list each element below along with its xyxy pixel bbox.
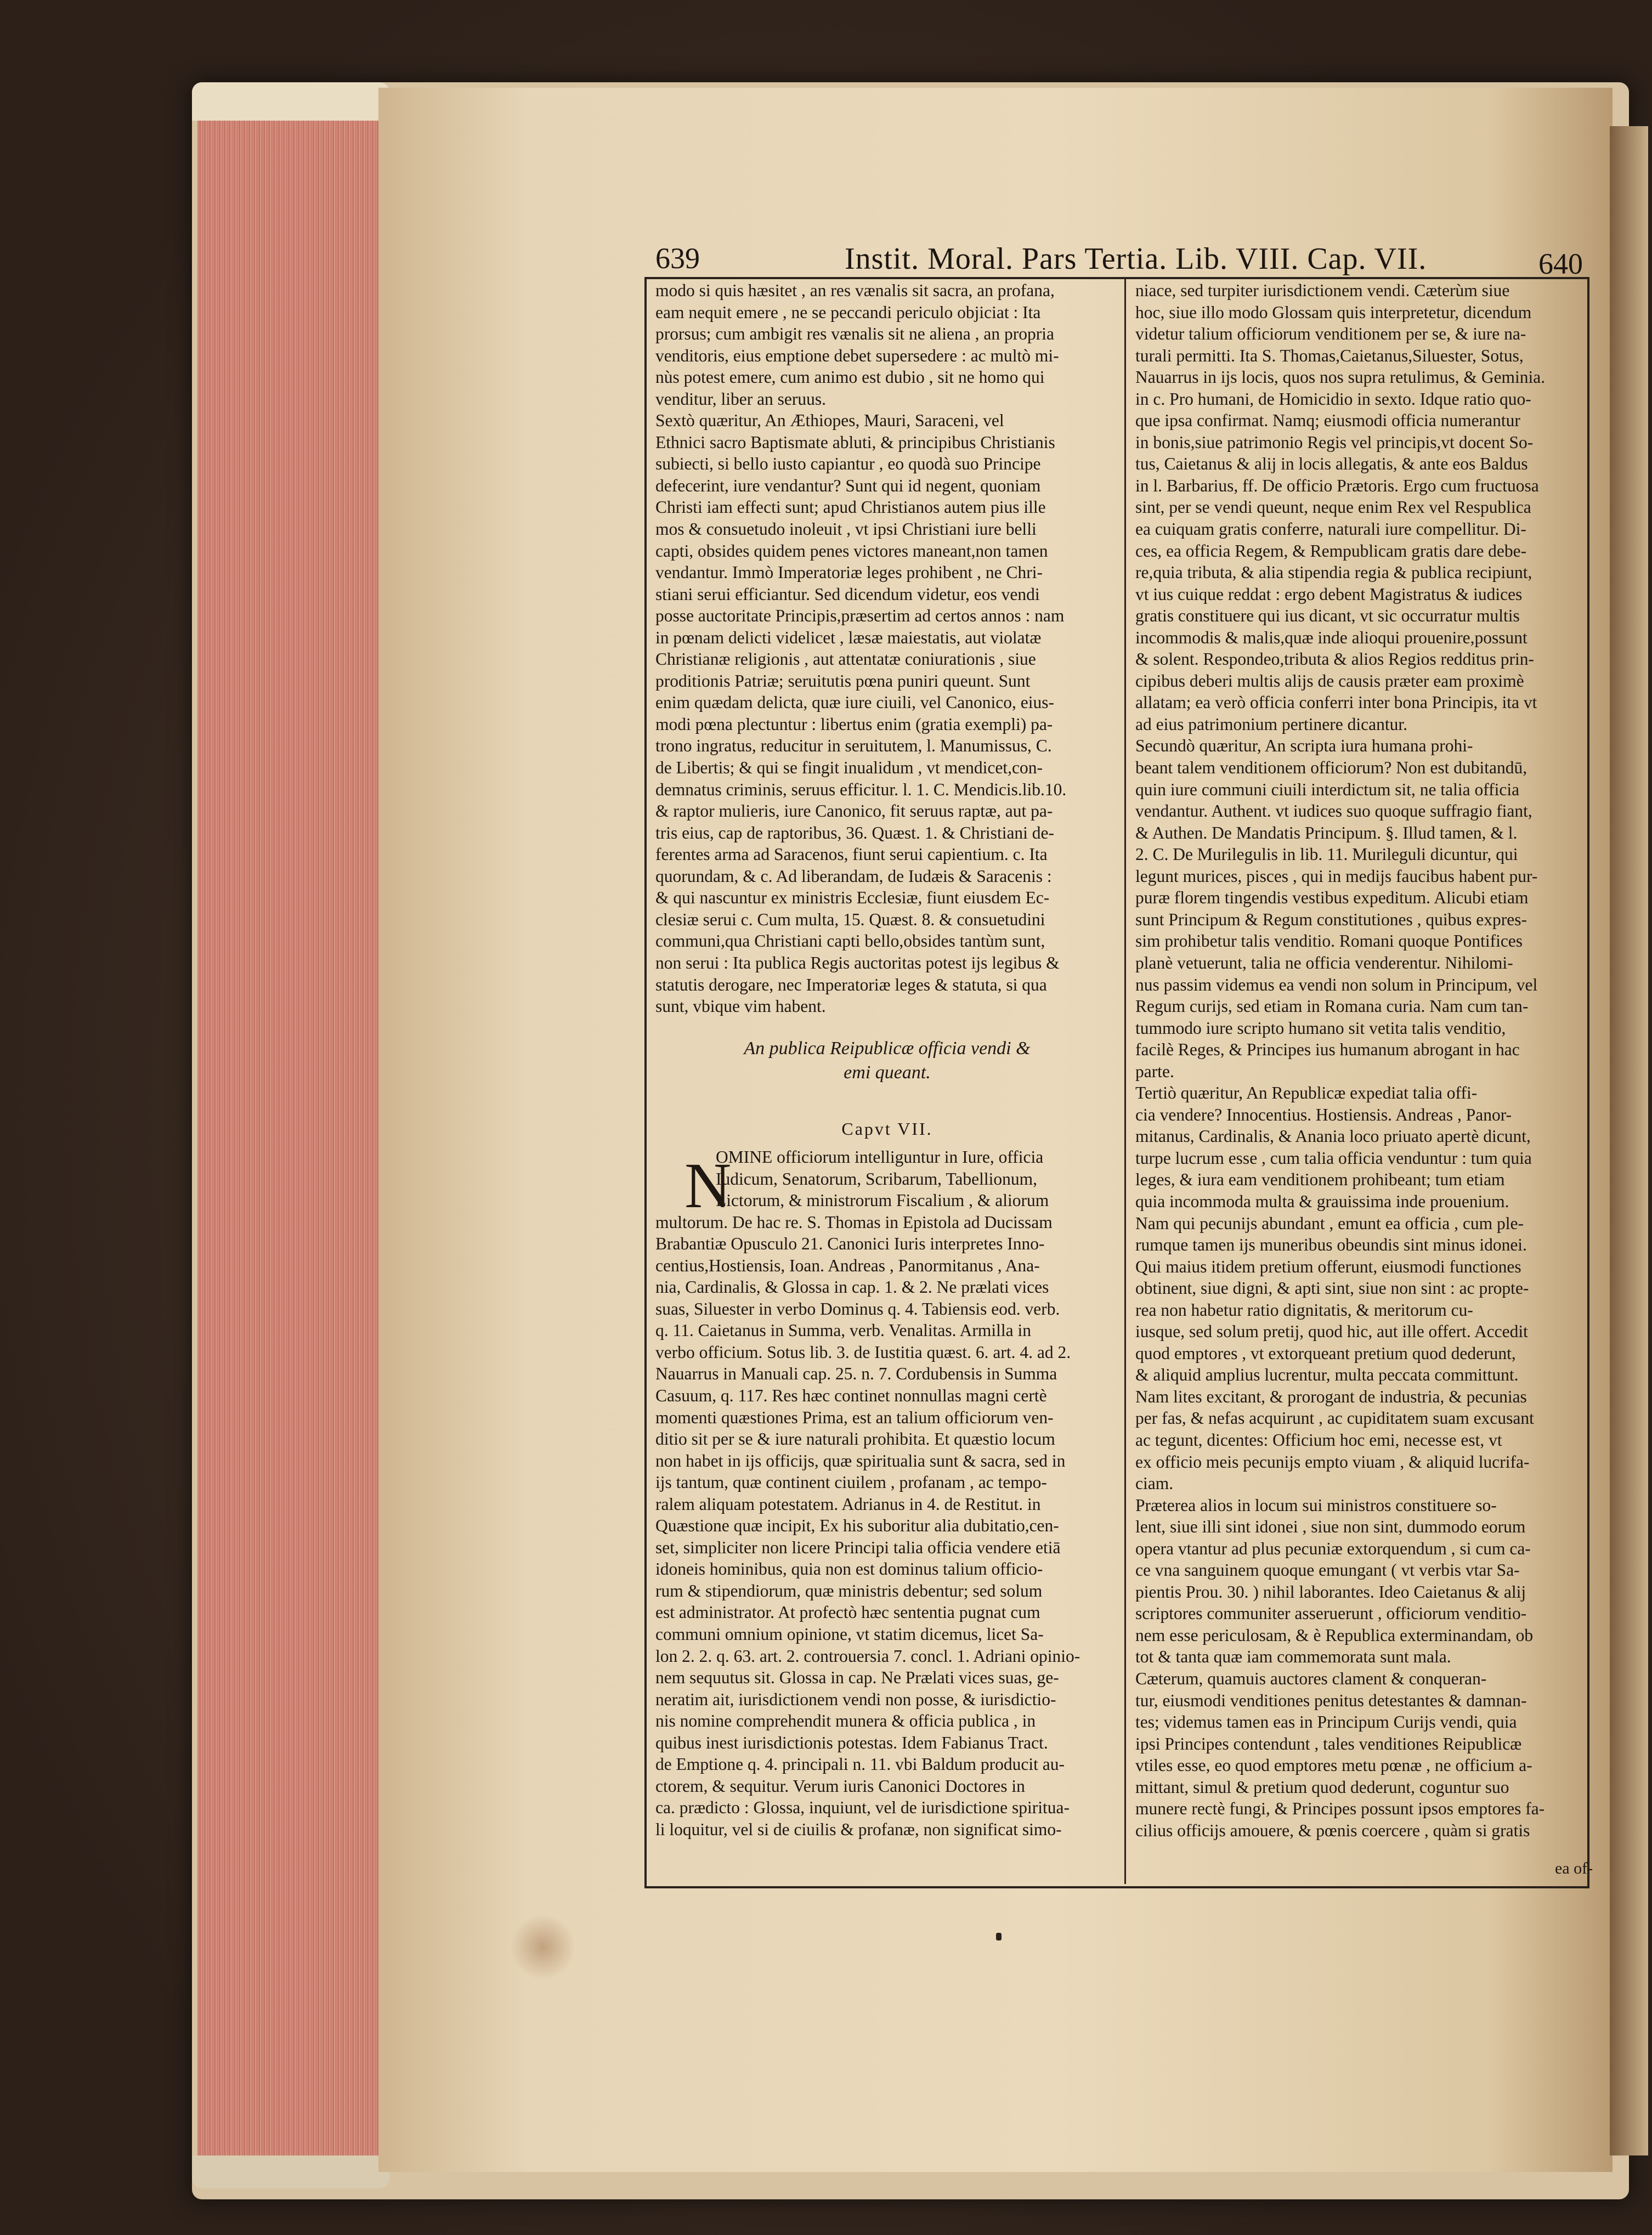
text-line: turpe lucrum esse , cum talia officia venduntur : tum quia (1135, 1148, 1532, 1168)
text-line: Christi iam effecti sunt; apud Christianos autem pius ille (655, 497, 1046, 517)
page-number-left: 639 (655, 242, 700, 275)
text-line: ctorem, & sequitur. Verum iuris Canonici Doctores in (655, 1776, 1025, 1796)
text-line: lent, siue illi sint idonei , siue non sint, dummodo eorum (1135, 1517, 1526, 1537)
text-line: nem sequutus sit. Glossa in cap. Ne Prælati vices suas, ge- (655, 1668, 1059, 1688)
text-line: quorundam, & c. Ad liberandam, de Iudæis & Saracenis : (655, 866, 1052, 886)
text-line: allatam; ea verò officia conferri inter bona Principis, ita vt (1135, 693, 1537, 712)
text-line: nia, Cardinalis, & Glossa in cap. 1. & 2. Ne prælati vices (655, 1277, 1049, 1297)
text-line: videtur talium officiorum venditionem per se, & iure na- (1135, 324, 1526, 344)
text-line: munere rectè fungi, & Principes possunt ipsos emptores fa- (1135, 1799, 1545, 1819)
text-line: & Authen. De Mandatis Principum. §. Illud tamen, & l. (1135, 823, 1518, 842)
text-line: per fas, & nefas acquirunt , ac cupiditatem suam excusant (1135, 1408, 1534, 1428)
text-line: parte. (1135, 1061, 1174, 1081)
text-line: 2. C. De Murilegulis in lib. 11. Murileguli dicuntur, qui (1135, 845, 1518, 864)
text-line: idoneis hominibus, quia non est dominus talium officio- (655, 1559, 1043, 1579)
text-line: Nauarrus in Manuali cap. 25. n. 7. Cordubensis in Summa (655, 1364, 1057, 1384)
chapter-heading: Capvt VII. (841, 1119, 933, 1139)
text-line: Sextò quæritur, An Æthiopes, Mauri, Saraceni, vel (655, 411, 1004, 431)
text-line: cia vendere? Innocentius. Hostiensis. Andreas , Panor- (1135, 1105, 1512, 1124)
text-line: beant talem venditionem officiorum? Non est dubitandū, (1135, 758, 1527, 778)
text-line: Brabantiæ Opusculo 21. Canonici Iuris interpretes Inno- (655, 1234, 1045, 1254)
text-line: set, simpliciter non licere Principi talia officia vendere etiā (655, 1537, 1061, 1557)
text-line: nis nomine comprehendit munera & officia publica , in (655, 1711, 1036, 1731)
text-line: quibus inest iurisdictionis potestas. Idem Fabianus Tract. (655, 1733, 1048, 1752)
text-line: defecerint, iure vendantur? Sunt qui id negent, quoniam (655, 476, 1041, 495)
text-line: multorum. De hac re. S. Thomas in Epistola ad Ducissam (655, 1212, 1053, 1232)
text-line: tus, Caietanus & alij in locis allegatis, & ante eos Baldus (1135, 454, 1528, 474)
text-line: ipsi Principes contendunt , tales venditiones Reipublicæ (1135, 1734, 1522, 1753)
paper-stain (510, 1914, 576, 1980)
text-line: venditur, liber an seruus. (655, 389, 827, 409)
text-line: Regum curijs, sed etiam in Romana curia. Nam cum tan- (1135, 997, 1529, 1016)
drop-cap: N (684, 1150, 732, 1221)
text-line: ralem aliquam potestatem. Adrianus in 4. de Restitut. in (655, 1494, 1041, 1514)
section-title-line: An publica Reipublicæ officia vendi & (744, 1038, 1031, 1059)
text-line: sunt, vbique vim habent. (655, 997, 826, 1016)
text-line: quia incommoda multa & grauissima inde prouenium. (1135, 1191, 1509, 1211)
text-line: vendantur. Immò Imperatoriæ leges prohibent , ne Chri- (655, 563, 1043, 582)
text-line: OMINE officiorum intelliguntur in Iure, officia (716, 1147, 1044, 1167)
text-line: vtiles esse, eo quod emptores metu pœnæ , ne officium a- (1135, 1756, 1532, 1775)
text-line: que ipsa confirmat. Namq; eiusmodi officia numerantur (1135, 411, 1520, 431)
text-line: verbo officium. Sotus lib. 3. de Iustitia quæst. 6. art. 4. ad 2. (655, 1342, 1071, 1362)
text-line: quod emptores , vt extorqueant pretium quod dederunt, (1135, 1343, 1516, 1363)
text-line: ex officio meis pecunijs empto viuam , & aliquid lucrifa- (1135, 1452, 1530, 1472)
text-line: demnatus criminis, seruus efficitur. l. 1. C. Mendicis.lib.10. (655, 779, 1067, 799)
text-line: modo si quis hæsitet , an res vænalis sit sacra, an profana, (655, 281, 1055, 300)
text-line: tot & tanta quæ iam commemorata sunt mala. (1135, 1647, 1451, 1667)
text-line: capti, obsides quidem penes victores maneant,non tamen (655, 541, 1048, 561)
text-line: rea non habetur ratio dignitatis, & meritorum cu- (1135, 1300, 1473, 1320)
text-line: Christianæ religionis , aut attentatæ coniurationis , siue (655, 649, 1036, 669)
text-line: re,quia tributa, & alia stipendia regia & publica recipiunt, (1135, 563, 1532, 582)
right-column (1135, 280, 1582, 1841)
text-line: incommodis & malis,quæ inde alioqui prouenire,possunt (1135, 627, 1527, 647)
text-line: suas, Siluester in verbo Dominus q. 4. Tabiensis eod. verb. (655, 1299, 1060, 1319)
text-line: non serui : Ita publica Regis auctoritas potest ijs legibus & (655, 953, 1060, 972)
facing-page-edge (1610, 126, 1648, 2155)
text-line: legunt murices, pisces , qui in medijs faucibus habent pur- (1135, 866, 1538, 886)
text-line: & solent. Respondeo,tributa & alios Regios redditus prin- (1135, 649, 1535, 669)
text-line: stiani serui efficiantur. Sed dicendum videtur, eos vendi (655, 584, 1040, 604)
text-line: opera vtantur ad plus pecuniæ extorquendum , si cum ca- (1135, 1538, 1531, 1558)
text-line: Tertiò quæritur, An Republicæ expediat talia offi- (1135, 1083, 1478, 1103)
text-line: de Emptione q. 4. principali n. 11. vbi Baldum producit au- (655, 1755, 1065, 1774)
text-line: in bonis,siue patrimonio Regis vel principis,vt docent So- (1135, 432, 1534, 452)
text-line: tur, eiusmodi venditiones penitus detestantes & damnan- (1135, 1690, 1527, 1710)
text-line: planè vetuerunt, talia ne officia venderentur. Nihilomi- (1135, 953, 1513, 972)
text-line: sunt Principum & Regum constitutiones , quibus expres- (1135, 909, 1527, 929)
text-line: niace, sed turpiter iurisdictionem vendi. Cæterùm siue (1135, 281, 1510, 300)
text-line: Quæstione quæ incipit, Ex his suboritur alia dubitatio,cen- (655, 1516, 1059, 1536)
text-line: Ethnici sacro Baptismate abluti, & principibus Christianis (655, 432, 1055, 452)
text-line: mittant, simul & pretium quod dederunt, coguntur suo (1135, 1777, 1509, 1797)
text-line: & qui nascuntur ex ministris Ecclesiæ, fiunt eiusdem Ec- (655, 888, 1050, 908)
text-line: mitanus, Cardinalis, & Anania loco priuato apertè dicunt, (1135, 1127, 1531, 1146)
text-line: enim quædam delicta, quæ iure ciuili, vel Canonico, eius- (655, 693, 1054, 712)
text-line: modi pœna plectuntur : libertus enim (gratia exempli) pa- (655, 714, 1053, 734)
text-line: communi omnium opinione, vt statim dicemus, licet Sa- (655, 1625, 1044, 1644)
section-title-line: emi queant. (844, 1062, 931, 1083)
left-column-top (655, 280, 1119, 1017)
text-line: & raptor mulieris, iure Canonico, fit seruus raptæ, aut pa- (655, 801, 1053, 821)
text-line: Nam lites excitant, & prorogant de industria, & pecunias (1135, 1387, 1527, 1406)
text-line: in l. Barbarius, ff. De officio Prætoris. Ergo cum fructuosa (1135, 476, 1539, 495)
text-line: communi,qua Christiani capti bello,obsides tantùm sunt, (655, 931, 1045, 951)
text-line: ce vna sanguinem quoque emungant ( vt verbis vtar Sa- (1135, 1560, 1520, 1580)
text-line: obtinent, siue digni, & apti sint, siue non sint : ac propte- (1135, 1278, 1529, 1298)
text-line: facilè Reges, & Principes ius humanum abrogant in hac (1135, 1040, 1520, 1060)
text-line: sim prohibetur talis venditio. Romani quoque Pontifices (1135, 931, 1523, 951)
text-line: nem esse periculosam, & è Republica exterminandam, ob (1135, 1625, 1534, 1645)
text-line: rum & stipendiorum, quæ ministris debentur; sed solum (655, 1581, 1043, 1600)
text-line: gratis constituere qui ius dicant, vt sic occurratur multis (1135, 606, 1520, 626)
page-number-right: 640 (1538, 247, 1583, 280)
text-line: tummodo iure scripto humano sit vetita talis venditio, (1135, 1018, 1506, 1038)
binding-bottom (192, 2155, 389, 2188)
text-line: nùs potest emere, cum animo est dubio , sit ne homo qui (655, 367, 1045, 387)
text-line: Nauarrus in ijs locis, quos nos supra retulimus, & Geminia. (1135, 367, 1546, 387)
text-line: scriptores communiter asseruerunt , officiorum venditio- (1135, 1604, 1527, 1623)
text-line: Præterea alios in locum sui ministros constituere so- (1135, 1495, 1497, 1515)
text-line: iusque, sed solum pretij, quod hic, aut ille offert. Accedit (1135, 1322, 1528, 1342)
text-line: ad eius patrimonium pertinere dicantur. (1135, 714, 1407, 734)
text-line: Cæterum, quamuis auctores clament & conqueran- (1135, 1669, 1487, 1688)
text-line: posse auctoritate Principis,præsertim ad certos annos : nam (655, 606, 1065, 626)
text-line: ijs tantum, quæ continent ciuilem , profanam , ac tempo- (655, 1473, 1047, 1492)
text-line: puræ florem tingendis vestibus expeditum. Alicubi etiam (1135, 888, 1529, 908)
text-line: centius,Hostiensis, Ioan. Andreas , Panormitanus , Ana- (655, 1255, 1040, 1275)
text-line: cipibus deberi multis alijs de causis præter eam proximè (1135, 671, 1524, 691)
catchword: ea of- (1555, 1859, 1593, 1877)
text-line: est administrator. At profectò hæc sententia pugnat cum (655, 1603, 1040, 1622)
text-line: proditionis Patriæ; seruitutis pœna puniri queunt. Sunt (655, 671, 1031, 691)
text-line: Lictorum, & ministrorum Fiscalium , & aliorum (716, 1191, 1049, 1210)
text-line: nus passim videmus ea vendi non solum in Principum, vel (1135, 975, 1538, 994)
text-line: ces, ea officia Regem, & Rempublicam gratis dare debe- (1135, 541, 1527, 561)
text-line: pientis Prou. 30. ) nihil laborantes. Ideo Caietanus & alij (1135, 1582, 1526, 1602)
text-line: Qui maius itidem pretium offerunt, eiusmodi functiones (1135, 1257, 1521, 1276)
text-line: lon 2. 2. q. 63. art. 2. controuersia 7. concl. 1. Adriani opinio- (655, 1646, 1080, 1666)
text-line: cilius officijs amouere, & pœnis coercere , quàm si gratis (1135, 1820, 1530, 1840)
binding-top (192, 82, 389, 121)
text-line: turali permitti. Ita S. Thomas,Caietanus,Siluester, Sotus, (1135, 346, 1524, 365)
running-title: Instit. Moral. Pars Tertia. Lib. VIII. Cap. VII. (845, 242, 1427, 276)
text-line: venditoris, eius emptione debet supersedere : ac multò mi- (655, 346, 1059, 365)
text-line: sint, per se vendi queunt, neque enim Rex vel Respublica (1135, 497, 1531, 517)
text-line: trono ingratus, reducitur in seruitutem, l. Manumissus, C. (655, 736, 1052, 756)
text-line: ea cuiquam gratis conferre, naturali iure compellitur. Di- (1135, 519, 1526, 539)
text-line: non habet in ijs officijs, quæ spiritualia sunt & sacra, sed in (655, 1451, 1066, 1470)
text-line: clesiæ serui c. Cum multa, 15. Quæst. 8. & consuetudini (655, 909, 1045, 929)
text-line: vt ius cuique reddat : ergo debent Magistratus & iudices (1135, 584, 1523, 604)
text-line: in pœnam delicti videlicet , læsæ maiestatis, aut violatæ (655, 627, 1042, 647)
text-line: vendantur. Authent. vt iudices suo quoque suffragio fiant, (1135, 801, 1532, 821)
column-rule (1124, 277, 1126, 1884)
text-line: leges, & iura eam venditionem prohibeant; tum etiam (1135, 1170, 1505, 1190)
ink-blot (996, 1933, 1002, 1940)
text-line: ca. prædicto : Glossa, inquiunt, vel de iurisdictione spiritua- (655, 1798, 1070, 1818)
section-title (655, 1037, 1119, 1085)
text-line: Casuum, q. 117. Res hæc continet nonnullas magni certè (655, 1386, 1047, 1406)
text-line: hoc, siue illo modo Glossam quis interpretetur, dicendum (1135, 302, 1532, 322)
text-line: tes; videmus tamen eas in Principum Curijs vendi, quia (1135, 1712, 1517, 1732)
text-line: Iudicum, Senatorum, Scribarum, Tabellionum, (716, 1169, 1037, 1189)
text-line: q. 11. Caietanus in Summa, verb. Venalitas. Armilla in (655, 1321, 1032, 1340)
text-line: & aliquid amplius lucrentur, multa peccata committunt. (1135, 1365, 1519, 1385)
text-line: rumque tamen ijs muneribus obeundis sint minus idonei. (1135, 1235, 1527, 1255)
text-line: neratim ait, iurisdictionem vendi non posse, & iurisdictio- (655, 1689, 1056, 1709)
text-line: ditio sit per se & iure naturali prohibita. Et quæstio locum (655, 1429, 1055, 1449)
text-line: mos & consuetudo inoleuit , vt ipsi Christiani iure belli (655, 519, 1037, 539)
text-line: li loquitur, vel si de ciuilis & profanæ, non significat simo- (655, 1819, 1062, 1839)
text-line: subiecti, si bello iusto capiantur , eo quodà suo Principe (655, 454, 1041, 474)
text-line: statutis derogare, nec Imperatoriæ leges & statuta, si qua (655, 975, 1047, 994)
text-line: Nam qui pecunijs abundant , emunt ea officia , cum ple- (1135, 1213, 1524, 1233)
page-edges (197, 93, 378, 2166)
text-line: Secundò quæritur, An scripta iura humana prohi- (1135, 736, 1473, 756)
text-line: quin iure communi ciuili interdictum sit, ne talia officia (1135, 779, 1520, 799)
text-line: momenti quæstiones Prima, est an talium officiorum ven- (655, 1407, 1054, 1427)
text-line: ferentes arma ad Saracenos, fiunt serui capientium. c. Ita (655, 845, 1048, 864)
text-line: ac tegunt, dicentes: Officium hoc emi, necesse est, vt (1135, 1430, 1502, 1450)
text-line: tris eius, cap de raptoribus, 36. Quæst. 1. & Christiani de- (655, 823, 1055, 842)
text-line: ciam. (1135, 1474, 1174, 1493)
text-line: eam nequit emere , ne se peccandi periculo objiciat : Ita (655, 302, 1041, 322)
text-line: de Libertis; & qui se fingit inualidum , vt mendicet,con- (655, 758, 1043, 778)
text-line: in c. Pro humani, de Homicidio in sexto. Idque ratio quo- (1135, 389, 1531, 409)
text-line: prorsus; cum ambigit res vænalis sit ne aliena , an propria (655, 324, 1054, 344)
left-column-bottom (655, 1146, 1119, 1841)
